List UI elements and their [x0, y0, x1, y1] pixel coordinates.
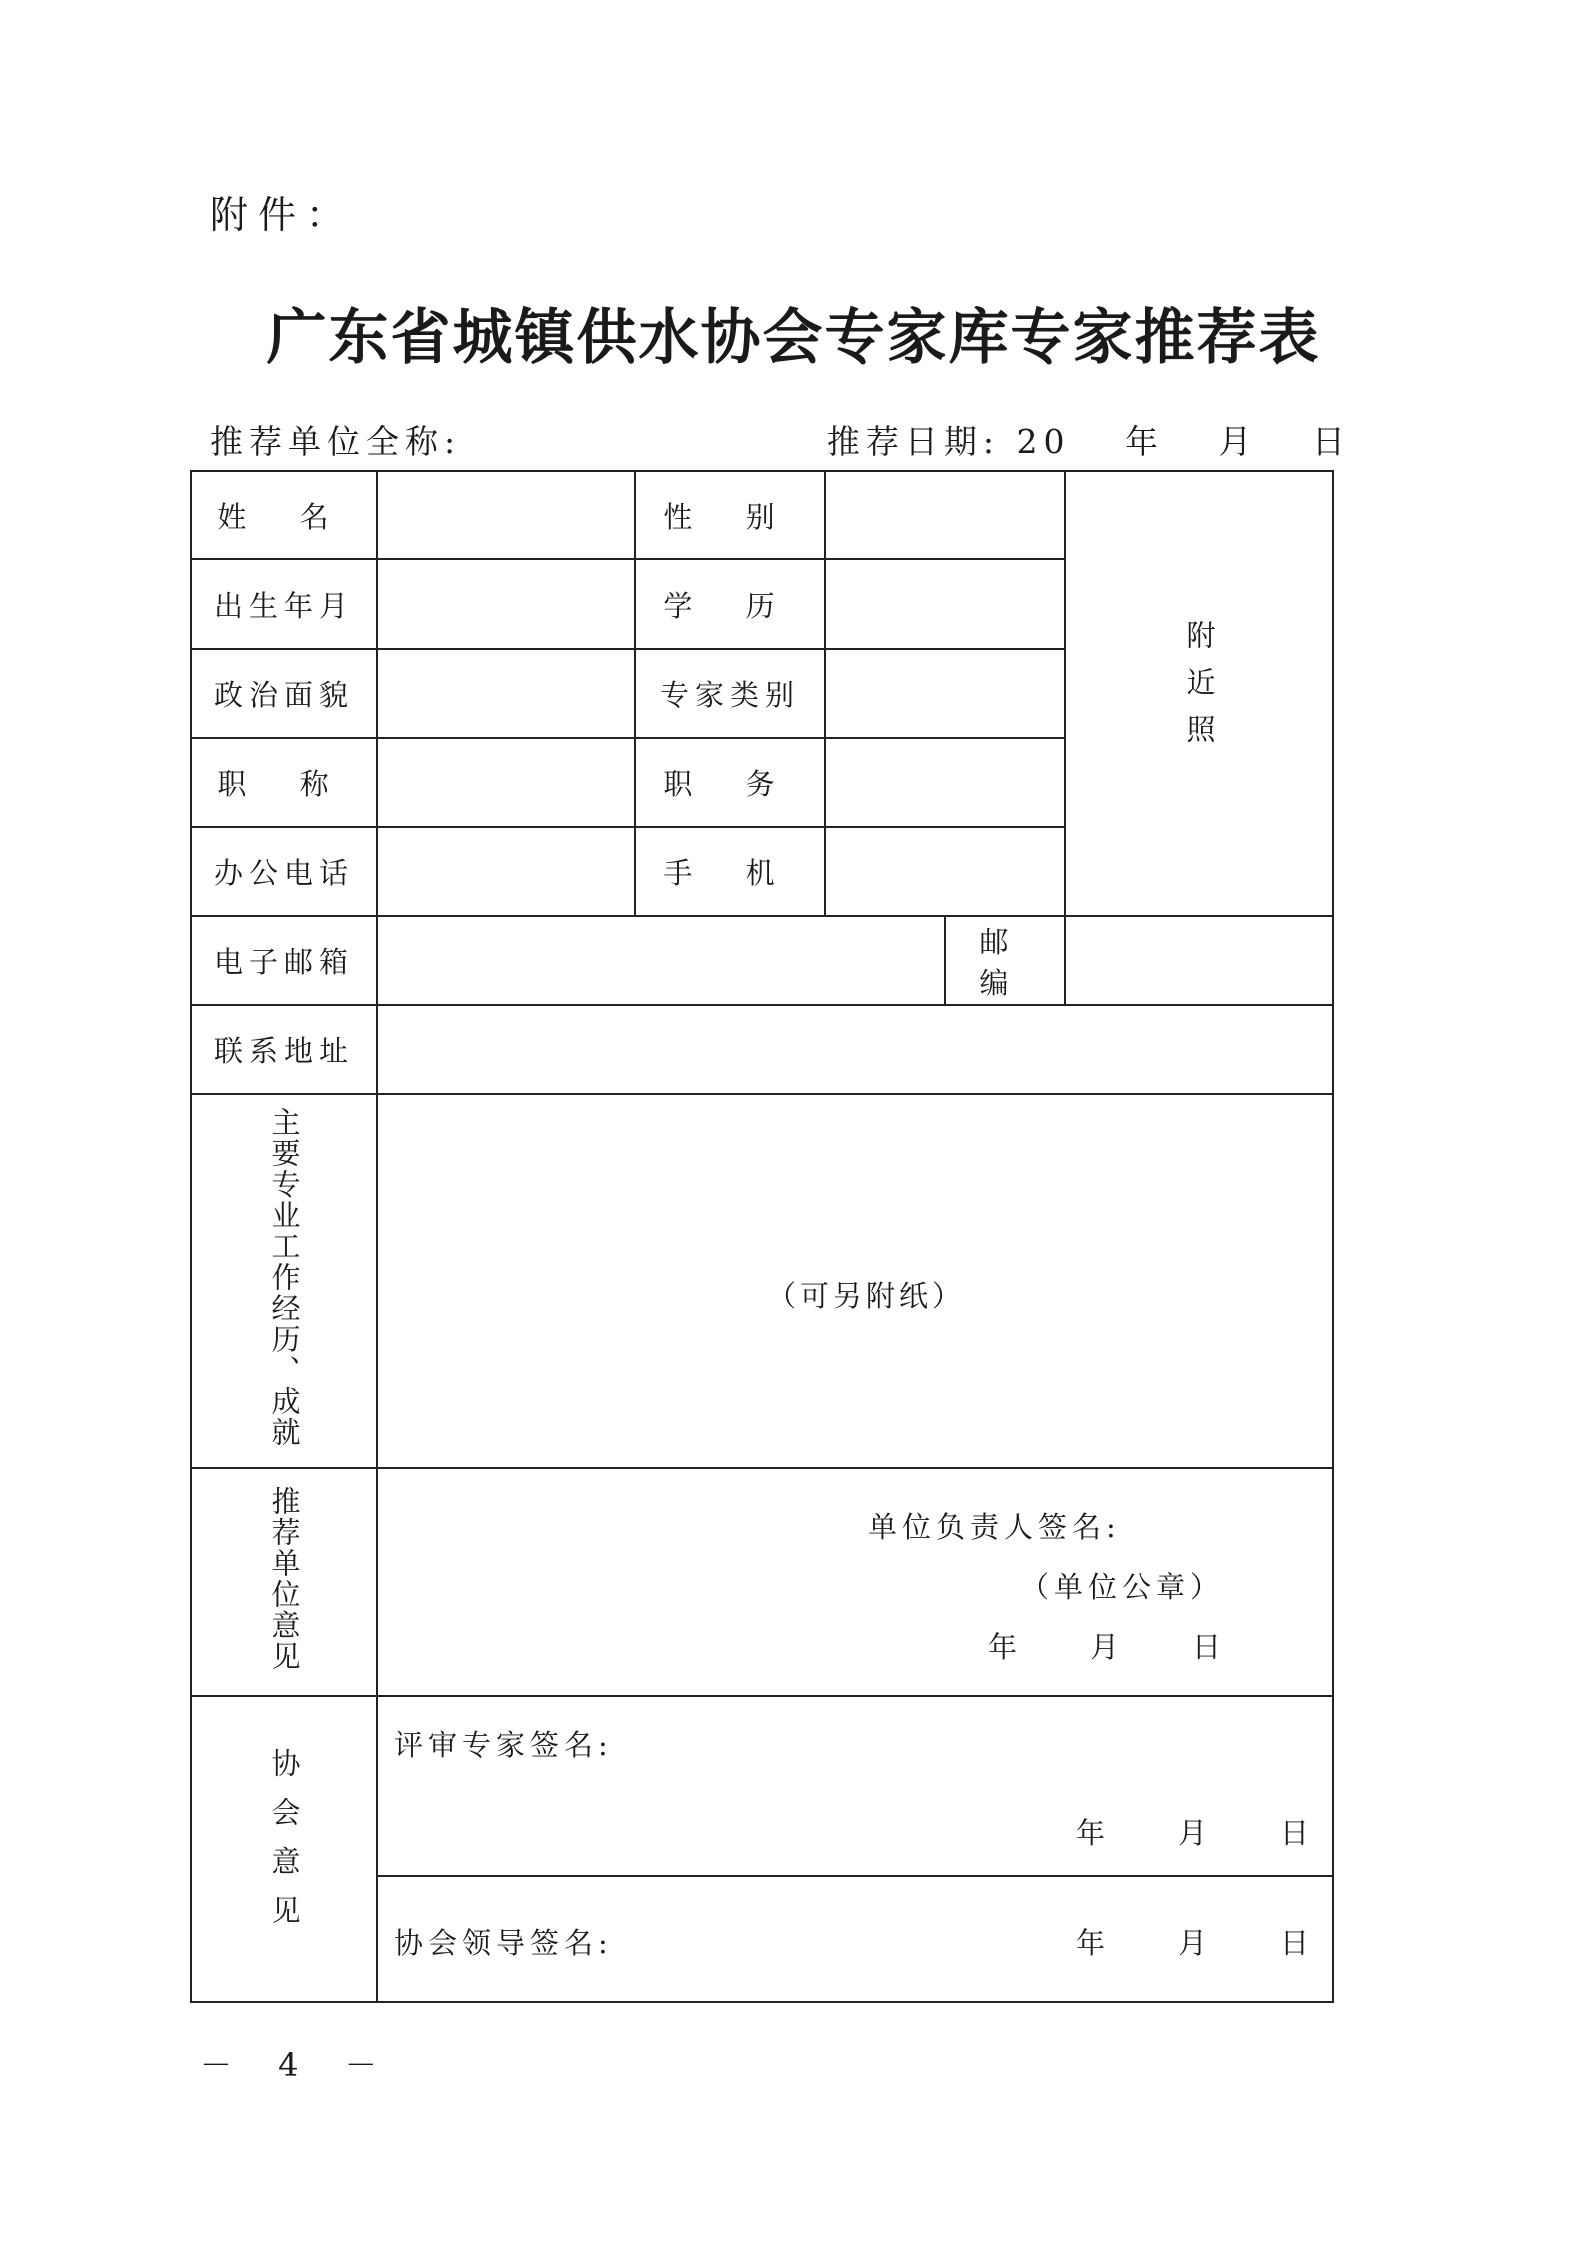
- politics-field[interactable]: [377, 649, 635, 738]
- photo-label: 附近照: [1182, 619, 1217, 761]
- education-field[interactable]: [825, 559, 1065, 649]
- address-field[interactable]: [377, 1005, 1333, 1094]
- recommend-date-label: 推荐日期:: [826, 422, 1000, 461]
- mobile-field[interactable]: [825, 827, 1065, 916]
- birth-field[interactable]: [377, 559, 635, 649]
- title-label: 职 称: [191, 738, 377, 827]
- attachment-label: 附件：: [210, 193, 355, 237]
- expert-type-field[interactable]: [825, 649, 1065, 738]
- position-label: 职 务: [635, 738, 825, 827]
- experience-field[interactable]: [377, 1094, 1333, 1468]
- recommend-label: 推荐单位意见: [267, 1485, 302, 1672]
- leader-date: 年 月 日: [1075, 1926, 1314, 1960]
- recommend-date-month: 月: [1218, 422, 1258, 461]
- review-date: 年 月 日: [1075, 1816, 1314, 1850]
- email-label: 电子邮箱: [191, 916, 377, 1005]
- education-label: 学 历: [635, 559, 825, 649]
- gender-label: 性 别: [635, 471, 825, 559]
- review-expert-field[interactable]: [377, 1696, 1333, 1876]
- recommend-date-prefix: 20: [1016, 422, 1071, 461]
- recommending-unit-label: 推荐单位全称:: [210, 422, 462, 461]
- office-phone-label: 办公电话: [191, 827, 377, 916]
- recommend-date-year: 年: [1125, 422, 1164, 461]
- name-label: 姓 名: [191, 471, 377, 559]
- recommend-opinion-date: 年 月 日: [988, 1630, 1227, 1664]
- experience-label: 主要专业工作经历、成就: [267, 1107, 302, 1448]
- leader-field[interactable]: [377, 1876, 1333, 2002]
- position-field[interactable]: [825, 738, 1065, 827]
- page-title: 广东省城镇供水协会专家库专家推荐表: [266, 303, 1321, 373]
- recommend-seal-label: （单位公章）: [1020, 1570, 1225, 1604]
- experience-note: （可另附纸）: [766, 1278, 965, 1313]
- birth-label: 出生年月: [191, 559, 377, 649]
- name-field[interactable]: [377, 471, 635, 559]
- address-label: 联系地址: [191, 1005, 377, 1094]
- email-field[interactable]: [377, 916, 945, 1005]
- postcode-field[interactable]: [1065, 916, 1333, 1005]
- postcode-label: 邮 编: [945, 916, 1065, 1005]
- mobile-label: 手 机: [635, 827, 825, 916]
- title-field[interactable]: [377, 738, 635, 827]
- recommend-date-day: 日: [1312, 422, 1351, 461]
- expert-type-label: 专家类别: [635, 649, 825, 738]
- photo-cell[interactable]: [1065, 471, 1333, 916]
- association-label-cell: [191, 1696, 377, 2002]
- experience-label-cell: [191, 1094, 377, 1468]
- recommend-opinion-field[interactable]: [377, 1468, 1333, 1696]
- office-phone-field[interactable]: [377, 827, 635, 916]
- recommendation-form: [190, 470, 1334, 2003]
- recommend-label-cell: [191, 1468, 377, 1696]
- recommend-sign-label: 单位负责人签名:: [868, 1510, 1121, 1544]
- leader-sign-label: 协会领导签名:: [394, 1926, 613, 1960]
- recommend-date: [827, 416, 1351, 463]
- politics-label: 政治面貌: [191, 649, 377, 738]
- page-number: － 4 －: [200, 2046, 395, 2084]
- gender-field[interactable]: [825, 471, 1065, 559]
- association-label: 协会意见: [267, 1747, 302, 1944]
- review-sign-label: 评审专家签名:: [394, 1728, 613, 1762]
